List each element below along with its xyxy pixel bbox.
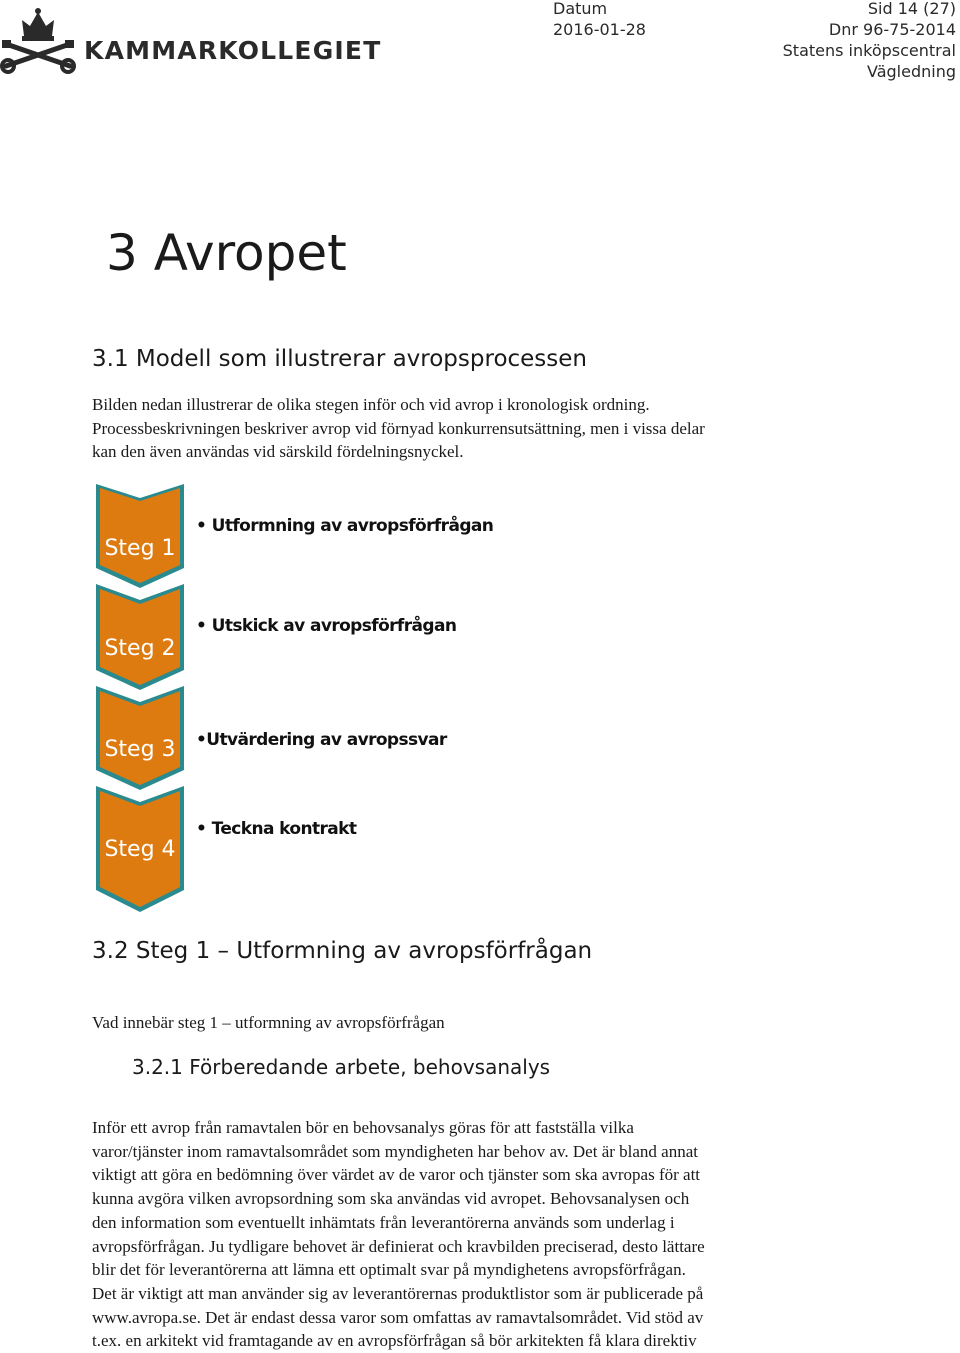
body-line: Inför ett avrop från ramavtalen bör en behovsanalys göras för att fastställa vilka xyxy=(92,1118,634,1137)
body-line: blir det för leverantörerna att lämna ett optimalt svar på myndighetens avropsförfrågan. xyxy=(92,1260,686,1280)
step-2-label: Steg 2 xyxy=(104,636,176,661)
logo-wordmark: KAMMARKOLLEGIET xyxy=(84,36,382,65)
intro-line: kan den även användas vid särskild fördelningsnyckel. xyxy=(92,442,464,462)
step-3-item xyxy=(196,730,447,750)
body-line: Det är viktigt att man använder sig av leverantörernas produktlistor som är publicerade på xyxy=(92,1283,704,1303)
bullet: • xyxy=(196,516,207,536)
step-4-item xyxy=(196,819,356,839)
body-line: avropsförfrågan. Ju tydligare behovet är definierat och kravbilden preciserad, desto lättare xyxy=(92,1236,705,1256)
section-question: Vad innebär steg 1 – utformning av avropsförfrågan xyxy=(92,1013,445,1032)
datum-label: Datum xyxy=(553,0,608,18)
intro-line: Processbeskrivningen beskriver avrop vid förnyad konkurrensutsättning, men i vissa delar xyxy=(92,418,705,438)
process-diagram xyxy=(88,480,568,920)
crown-keys-icon xyxy=(0,6,80,76)
body-line: den information som eventuellt inhämtats från leverantörerna används som underlag i xyxy=(92,1212,675,1232)
step-3-text: Utvärdering av avropssvar xyxy=(206,730,447,750)
bullet: • xyxy=(196,730,207,750)
bullet: • xyxy=(196,819,207,839)
chapter-title: 3 Avropet xyxy=(106,224,347,282)
section-title-3-2: 3.2 Steg 1 – Utformning av avropsförfrågan xyxy=(92,938,593,964)
step-3-label: Steg 3 xyxy=(104,737,176,762)
section-title-3-1: 3.1 Modell som illustrerar avropsprocessen xyxy=(92,346,588,372)
document-type: Vägledning xyxy=(867,62,956,81)
body-line: varor/tjänster inom ramavtalsområdet som myndigheten har behov av. Det är bland annat xyxy=(92,1141,698,1161)
body-line: kunna avgöra vilken avropsordning som ska användas vid avropet. Behovsanalysen och xyxy=(92,1189,690,1209)
step-2-item xyxy=(196,616,456,636)
page-number: Sid 14 (27) xyxy=(867,0,956,18)
kammarkollegiet-logo xyxy=(0,6,382,76)
body-line: viktigt att göra en bedömning över värdet av de varor och tjänster som ska avropas för att xyxy=(92,1165,701,1185)
intro-line: Bilden nedan illustrerar de olika stegen inför och vid avrop i kronologisk ordning. xyxy=(92,395,650,414)
body-line: t.ex. en arkitekt vid framtagande av en avropsförfrågan så bör arkitekten få klara direktiv xyxy=(92,1331,697,1351)
step-1-label: Steg 1 xyxy=(104,536,176,561)
bullet: • xyxy=(196,616,207,636)
step-2-text: Utskick av avropsförfrågan xyxy=(211,616,457,636)
diary-number: Dnr 96-75-2014 xyxy=(828,20,956,39)
step-1-item xyxy=(196,516,493,536)
body-line: www.avropa.se. Det är endast dessa varor som omfattas av ramavtalsområdet. Vid stöd av xyxy=(92,1307,704,1327)
subsection-title-3-2-1: 3.2.1 Förberedande arbete, behovsanalys xyxy=(132,1055,551,1079)
organization-name: Statens inköpscentral xyxy=(782,41,956,60)
intro-paragraph xyxy=(92,393,902,464)
step-4-label: Steg 4 xyxy=(104,837,176,862)
step-1-text: Utformning av avropsförfrågan xyxy=(211,516,494,536)
body-paragraph xyxy=(92,1116,902,1353)
step-4-text: Teckna kontrakt xyxy=(211,819,357,839)
document-date: 2016-01-28 xyxy=(553,20,646,39)
